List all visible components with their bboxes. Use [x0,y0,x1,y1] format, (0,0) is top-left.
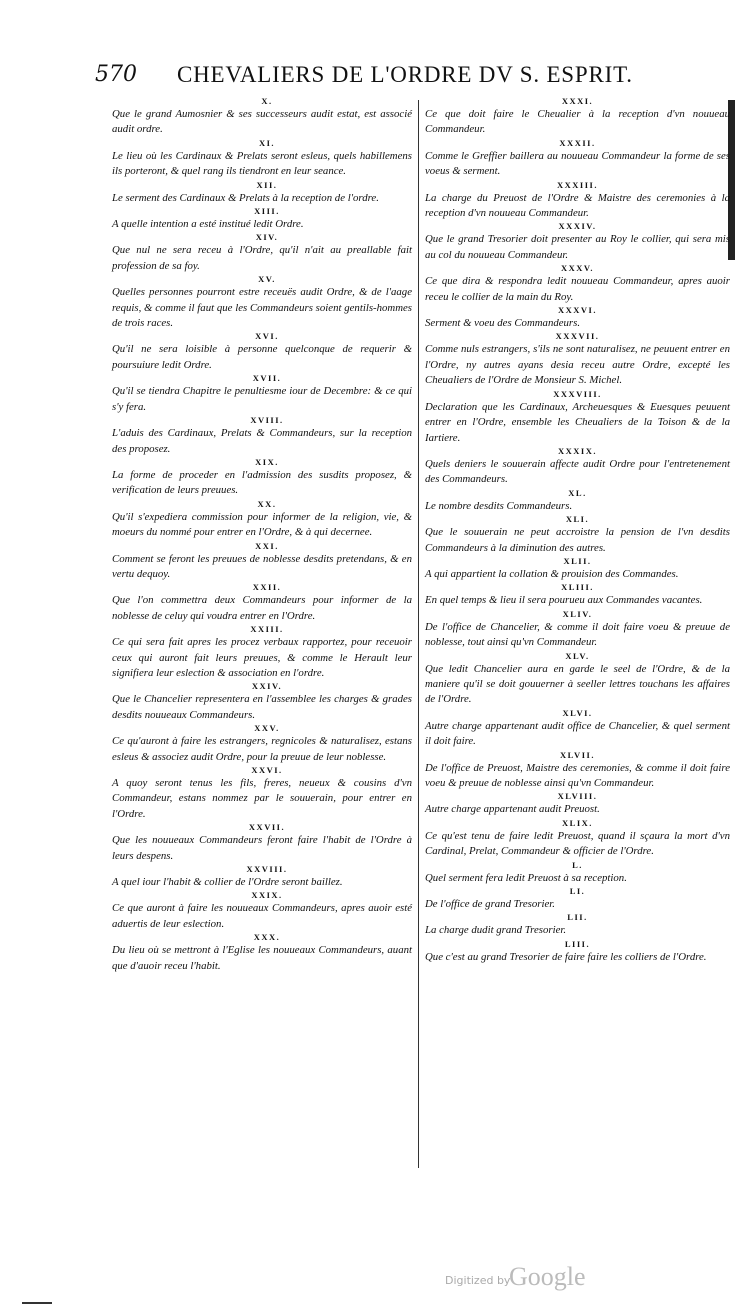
article-numeral: XXXVIII. [553,388,602,399]
article-entry [425,609,730,651]
article-numeral: XXVIII. [246,864,288,875]
article-numeral: XIX. [255,456,279,467]
digitized-watermark [445,1262,645,1292]
article-text: Autre charge appartenant audit Preuost. [425,803,600,816]
article-numeral: XLIII. [561,582,594,593]
article-numeral: XXVI. [251,765,283,775]
article-numeral: XXX. [253,932,281,943]
article-text: Que le Chancelier representera en l'assemblee les charges & grades desdits nouueaux Commandeurs. [112,693,412,721]
article-text: Ce que dira & respondra ledit nouueau Commandeur, apres auoir receu le collier de la main du Roy. [425,275,730,303]
article-numeral: XLV. [565,650,590,661]
article-text: Ce que doit faire le Cheualier à la reception d'vn nouueau Commandeur. [425,108,730,136]
article-numeral: XXXVII. [555,331,600,342]
article-text: Que l'on commettra deux Commandeurs pour informer de la noblesse de celuy qui voudra entrer en l'Ordre. [112,594,412,622]
article-text: Que ledit Chancelier aura en garde le seel de l'Ordre, & de la maniere qu'il se doit gouuerner à seeller lettres touchans les affaires de l'Ordre. [425,662,730,706]
article-numeral: XXXVI. [558,305,597,316]
article-text: Le nombre desdits Commandeurs. [425,499,573,512]
article-text: Ce qu'est tenu de faire ledit Preuost, quand il sçaura la mort d'vn Cardinal, Prelat, Commandeur & officier de l'Ordre. [425,829,730,858]
article-text: L'aduis des Cardinaux, Prelats & Commandeurs, sur la reception des proposez. [112,427,412,455]
article-text: Quels deniers le souuerain affecte audit Ordre pour l'entretenement des Commandeurs. [425,457,730,486]
article-entry [112,232,412,274]
article-entry [112,582,412,624]
digitized-label: Digitized by [445,1274,511,1287]
article-entry [112,541,412,583]
article-text: Que le grand Tresorier doit presenter au Roy le collier, qui sera mis au col du nouueau Commandeur. [425,233,730,261]
article-text: Que c'est au grand Tresorier de faire faire les colliers de l'Ordre. [425,950,707,963]
article-text: Declaration que les Cardinaux, Archeuesques & Euesques peuuent entrer en l'Ordre, ensemble les Cheualiers de la Toison & de la Iartiere. [425,400,730,444]
article-text: La charge dudit grand Tresorier. [425,924,567,937]
article-entry [425,488,730,514]
article-entry [112,274,412,331]
article-text: La charge du Preuost de l'Ordre & Maistre des ceremonies à la reception d'vn nouueau Commandeur. [425,191,730,220]
article-numeral: XX. [257,498,277,509]
left-column [112,96,412,974]
article-numeral: LIII. [564,938,591,949]
article-numeral: X. [261,96,273,106]
article-text: Qu'il se tiendra Chapitre le penultiesme iour de Decembre: & ce qui s'y fera. [112,385,412,413]
article-entry [112,681,412,723]
article-numeral: XVI. [255,331,279,342]
article-text: Comme nuls estrangers, s'ils ne sont naturalisez, ne peuuent entrer en l'Ordre, ny autres ayans desia receu autre Ordre, excepté les Cheualiers de l'Ordre de Monsieur S. Michel. [425,343,730,387]
article-numeral: XXVII. [248,822,286,833]
corner-mark [22,1302,52,1304]
article-numeral: LI. [569,886,586,897]
article-text: Quelles personnes pourront estre receuës audit Ordre, & de l'aage requis, & comme il faut que les Commandeurs soient gentils-hommes de trois races. [112,286,412,330]
article-text: Qu'il ne sera loisible à personne quelconque de requerir & poursuiure ledit Ordre. [112,343,412,371]
article-entry [425,96,730,138]
article-entry [425,708,730,750]
article-entry [425,912,730,938]
article-entry [112,138,412,180]
article-numeral: XXXII. [559,137,596,148]
article-numeral: XXXI. [561,96,594,106]
article-entry [425,651,730,708]
article-numeral: XLVII. [560,749,595,760]
column-divider [418,100,419,1168]
article-entry [425,791,730,817]
article-text: Le lieu où les Cardinaux & Prelats seront esleus, quels habillemens ils porteront, & quel rang ils tiendront en leur seance. [112,149,412,178]
running-title: CHEVALIERS DE L'ORDRE DV S. ESPRIT. [177,62,633,87]
article-numeral: XLIX. [562,817,593,828]
article-numeral: XLVI. [562,707,593,718]
article-entry [425,331,730,388]
article-text: Comment se feront les preuues de noblesse desdits pretendans, & en vertu dequoy. [112,552,412,580]
article-entry [425,939,730,965]
article-entry [425,221,730,263]
article-text: En quel temps & lieu il sera pourueu aux Commandes vacantes. [425,594,703,607]
article-entry [425,514,730,556]
article-text: Que les nouueaux Commandeurs feront faire l'habit de l'Ordre à leurs despens. [112,834,412,862]
article-entry [425,750,730,792]
article-entry [112,723,412,765]
article-entry [425,860,730,886]
article-text: De l'office de Chancelier, & comme il doit faire voeu & preuue de noblesse, tout ainsi qu'vn Commandeur. [425,620,730,649]
article-entry [112,499,412,541]
article-numeral: XXIII. [250,624,284,635]
article-text: Ce qui sera fait apres les procez verbaux rapportez, pour receuoir ceux qui auront fait leurs preuues, & comme le Herault leur signifiera leur eslection & association en l'ordre. [112,636,412,679]
article-text: A quel iour l'habit & collier de l'Ordre seront baillez. [112,876,343,889]
article-entry [425,886,730,912]
article-text: Qu'il s'expediera commission pour informer de la religion, vie, & moeurs du nommé pour entrer en l'Ordre, & à qui decernee. [112,510,412,539]
article-entry [112,331,412,373]
article-text: Du lieu où se mettront à l'Eglise les nouueaux Commandeurs, auant que d'auoir receu l'habit. [112,944,412,972]
article-entry [425,263,730,305]
article-entry [112,373,412,415]
article-entry [112,457,412,499]
article-text: De l'office de grand Tresorier. [425,898,555,911]
article-numeral: XLIV. [562,608,593,619]
article-entry [425,180,730,222]
article-entry [425,582,730,608]
page-header [95,60,695,96]
article-text: Autre charge appartenant audit office de Chancelier, & quel serment il doit faire. [425,719,730,748]
article-numeral: XIII. [254,206,280,217]
article-entry [112,932,412,974]
article-numeral: XXXIII. [557,179,598,190]
article-entry [425,556,730,582]
article-numeral: XXV. [254,723,280,734]
article-text: Le serment des Cardinaux & Prelats à la reception de l'ordre. [112,191,379,204]
article-entry [112,890,412,932]
article-text: A quoy seront tenus les fils, freres, neueux & cousins d'vn Commandeur, estans nommez par le souuerain, pour entrer en l'Ordre. [112,777,412,820]
article-numeral: XL. [568,487,587,498]
article-text: La forme de proceder en l'admission des susdits proposez, & verification de leurs preuues. [112,468,412,497]
article-numeral: XXIX. [251,890,283,901]
page-number: 570 [95,62,137,87]
article-text: Comme le Greffier baillera au nouueau Commandeur la forme de ses voeus & serment. [425,149,730,178]
article-entry [112,765,412,822]
article-numeral: XLII. [563,555,592,566]
article-text: Que le souuerain ne peut accroistre la pension de l'vn desdits Commandeurs à la diminution des autres. [425,526,730,554]
article-text: Ce que auront à faire les nouueaux Commandeurs, apres auoir esté aduertis de leur eslection. [112,902,412,930]
article-numeral: XVIII. [250,415,284,426]
article-text: Quel serment fera ledit Preuost à sa reception. [425,871,627,884]
article-numeral: XVII. [252,373,282,384]
article-numeral: XXXIV. [558,221,597,232]
article-numeral: XXII. [252,582,282,593]
article-entry [112,180,412,206]
google-logo: Google [509,1262,586,1291]
article-entry [112,624,412,681]
article-entry [425,818,730,860]
article-text: A quelle intention a esté institué ledit Ordre. [112,218,304,231]
article-numeral: XXXIX. [558,445,597,456]
right-column [425,96,730,965]
article-numeral: XXI. [255,540,279,551]
article-numeral: XLVIII. [557,791,598,802]
article-numeral: LII. [567,912,588,923]
article-text: Que nul ne sera receu à l'Ordre, qu'il n'ait au preallable fait profession de sa foy. [112,244,412,272]
article-entry [425,446,730,488]
article-entry [425,389,730,446]
article-text: Serment & voeu des Commandeurs. [425,317,581,330]
article-entry [425,305,730,331]
article-text: Ce qu'auront à faire les estrangers, regnicoles & naturalisez, estans esleus & associez audit Ordre, pour la preuue de leur noblesse. [112,735,412,763]
article-numeral: L. [572,859,583,870]
article-entry [425,138,730,180]
article-entry [112,206,412,232]
article-entry [112,864,412,890]
article-entry [112,822,412,864]
article-numeral: XII. [256,179,278,190]
article-entry [112,415,412,457]
article-numeral: XIV. [255,232,279,243]
article-numeral: XXXV. [560,263,595,274]
article-numeral: XI. [258,137,276,148]
article-entry [112,96,412,138]
article-numeral: XXIV. [251,681,283,692]
article-text: A qui appartient la collation & prouision des Commandes. [425,567,679,580]
article-numeral: XV. [258,274,276,285]
article-text: Que le grand Aumosnier & ses successeurs audit estat, est associé audit ordre. [112,108,412,136]
article-numeral: XLI. [565,514,590,525]
article-text: De l'office de Preuost, Maistre des ceremonies, & comme il doit faire voeu & preuue de noblesse ainsi qu'vn Commandeur. [425,761,730,789]
